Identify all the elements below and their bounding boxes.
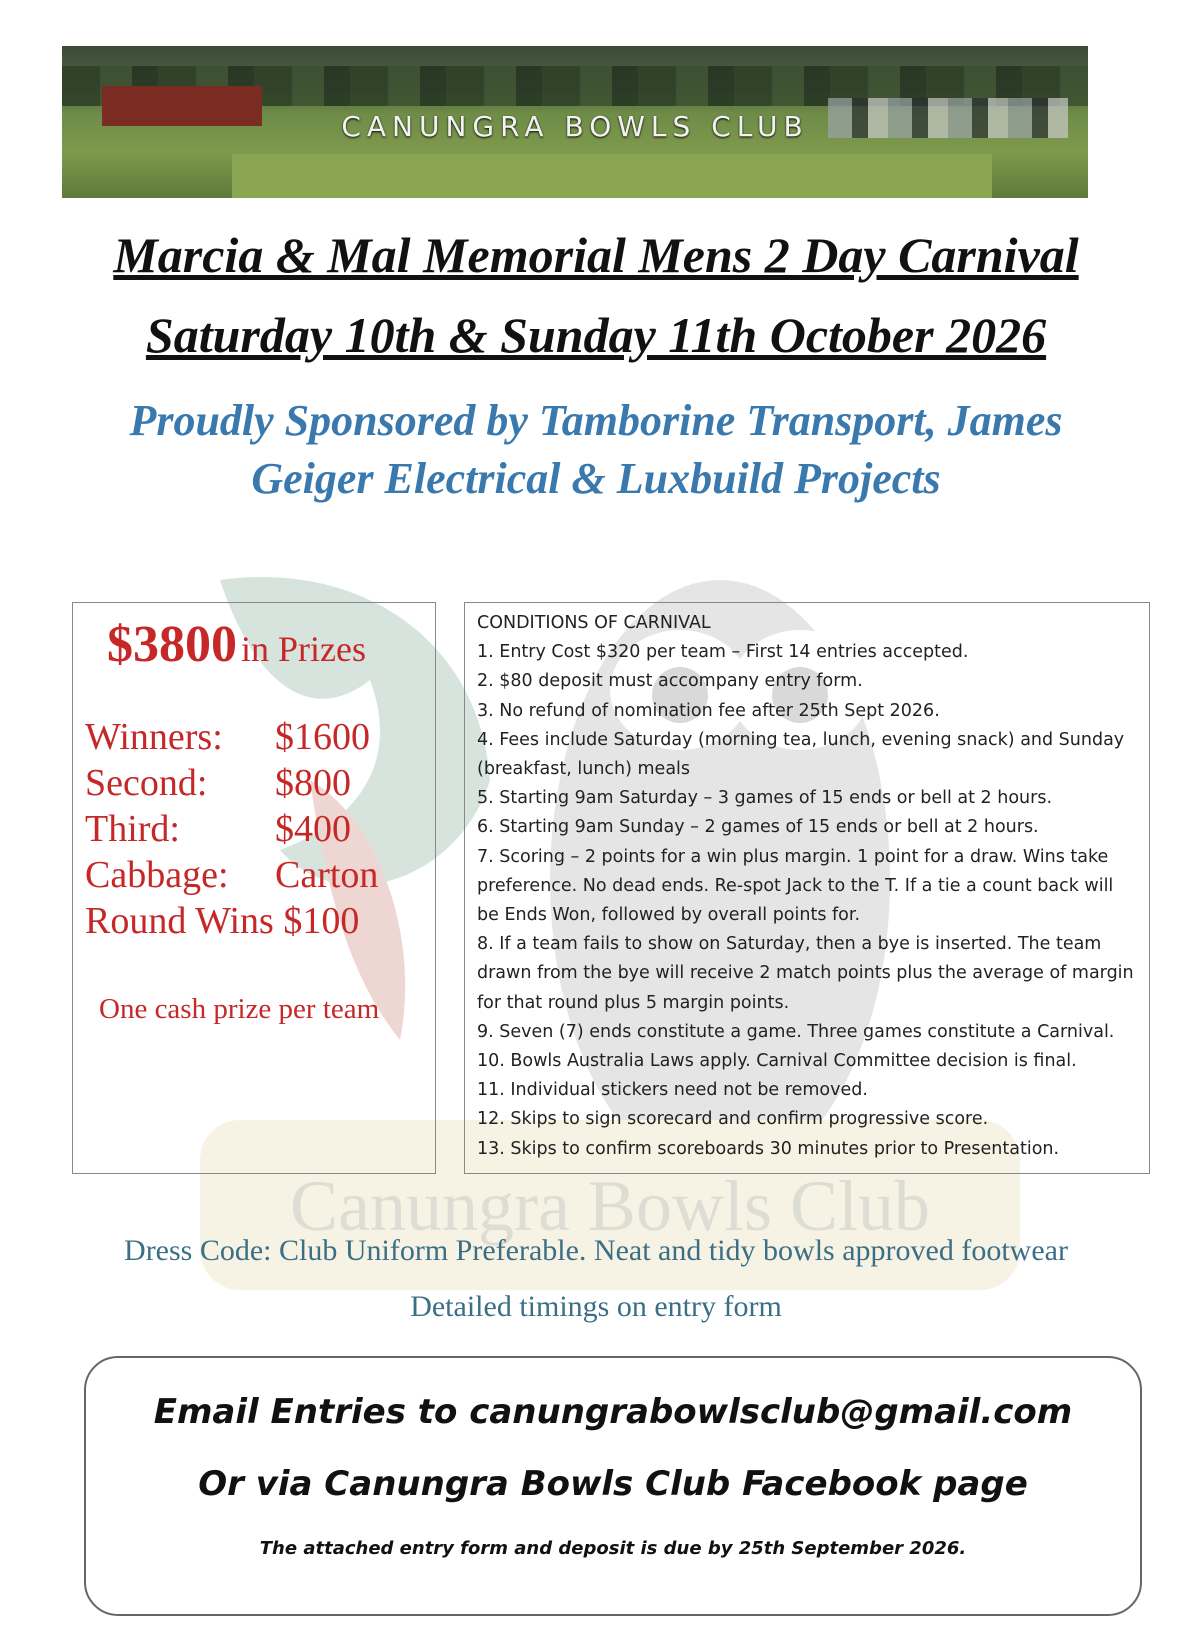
prize-value: $100 [283,900,360,942]
prize-value: $1600 [275,716,370,758]
prize-total-amount: $3800 [107,616,237,673]
condition-item: 8. If a team fails to show on Saturday, then a bye is inserted. The team drawn from the bye will receive 2 match points plus the average of margin for that round plus 5 margin points. [477,934,1134,1013]
club-banner-photo [62,46,1088,198]
prize-row [85,761,351,805]
condition-item: 10. Bowls Australia Laws apply. Carnival Committee decision is final. [477,1051,1077,1072]
prize-value: $400 [275,808,351,850]
email-entries: Email Entries to canungrabowlsclub@gmail.com [153,1392,1073,1432]
prize-row [85,899,359,943]
prize-row [85,853,378,897]
due-date-note: The attached entry form and deposit is due by 25th September 2026. [259,1538,967,1559]
prize-label: Cabbage: [85,854,229,896]
prize-total [107,615,366,674]
prizes-box [72,602,436,1174]
sponsor-text [40,392,1152,508]
condition-item: 4. Fees include Saturday (morning tea, lunch, evening snack) and Sunday (breakfast, lunch) meals [477,729,1125,780]
conditions-box [464,602,1150,1174]
prize-row [85,715,370,759]
condition-item: 6. Starting 9am Sunday – 2 games of 15 ends or bell at 2 hours. [477,817,1039,838]
watermark-text: Canungra Bowls Club [290,1166,930,1246]
sponsor-line-1: Proudly Sponsored by Tamborine Transport, James [129,396,1063,445]
prize-row [85,807,351,851]
bowling-green [232,154,992,198]
prize-total-suffix: in Prizes [241,629,366,669]
sponsor-line-2: Geiger Electrical & Luxbuild Projects [251,454,941,503]
timings-note: Detailed timings on entry form [410,1290,782,1323]
banner-title: CANUNGRA BOWLS CLUB [341,110,809,143]
event-title: Marcia & Mal Memorial Mens 2 Day Carnival [113,227,1079,283]
entries-box [84,1356,1142,1616]
prize-label: Round Wins [85,900,274,942]
conditions-title: CONDITIONS OF CARNIVAL [477,613,711,633]
dress-code: Dress Code: Club Uniform Preferable. Neat and tidy bowls approved footwear [124,1234,1068,1267]
prize-value: $800 [275,762,351,804]
prize-note: One cash prize per team [99,993,380,1025]
prize-label: Winners: [85,716,223,758]
prize-label: Third: [85,808,180,850]
condition-item: 1. Entry Cost $320 per team – First 14 entries accepted. [477,642,969,663]
condition-item: 2. $80 deposit must accompany entry form. [477,671,863,692]
event-dates: Saturday 10th & Sunday 11th October 2026 [145,307,1047,363]
condition-item: 7. Scoring – 2 points for a win plus margin. 1 point for a draw. Wins take preference. No dead ends. Re-spot Jack to the T. If a tie a count back will be Ends Won, followed by overall points for. [477,846,1114,926]
condition-item: 5. Starting 9am Saturday – 3 games of 15 ends or bell at 2 hours. [477,788,1053,809]
prize-label: Second: [85,762,208,804]
condition-item: 3. No refund of nomination fee after 25th Sept 2026. [477,700,940,721]
facebook-entries: Or via Canungra Bowls Club Facebook page [198,1464,1028,1504]
condition-item: 11. Individual stickers need not be removed. [477,1080,868,1101]
prize-value: Carton [275,854,379,896]
condition-item: 13. Skips to confirm scoreboards 30 minutes prior to Presentation. [477,1138,1060,1159]
condition-item: 9. Seven (7) ends constitute a game. Three games constitute a Carnival. [477,1021,1115,1042]
condition-item: 12. Skips to sign scorecard and confirm progressive score. [477,1109,989,1130]
